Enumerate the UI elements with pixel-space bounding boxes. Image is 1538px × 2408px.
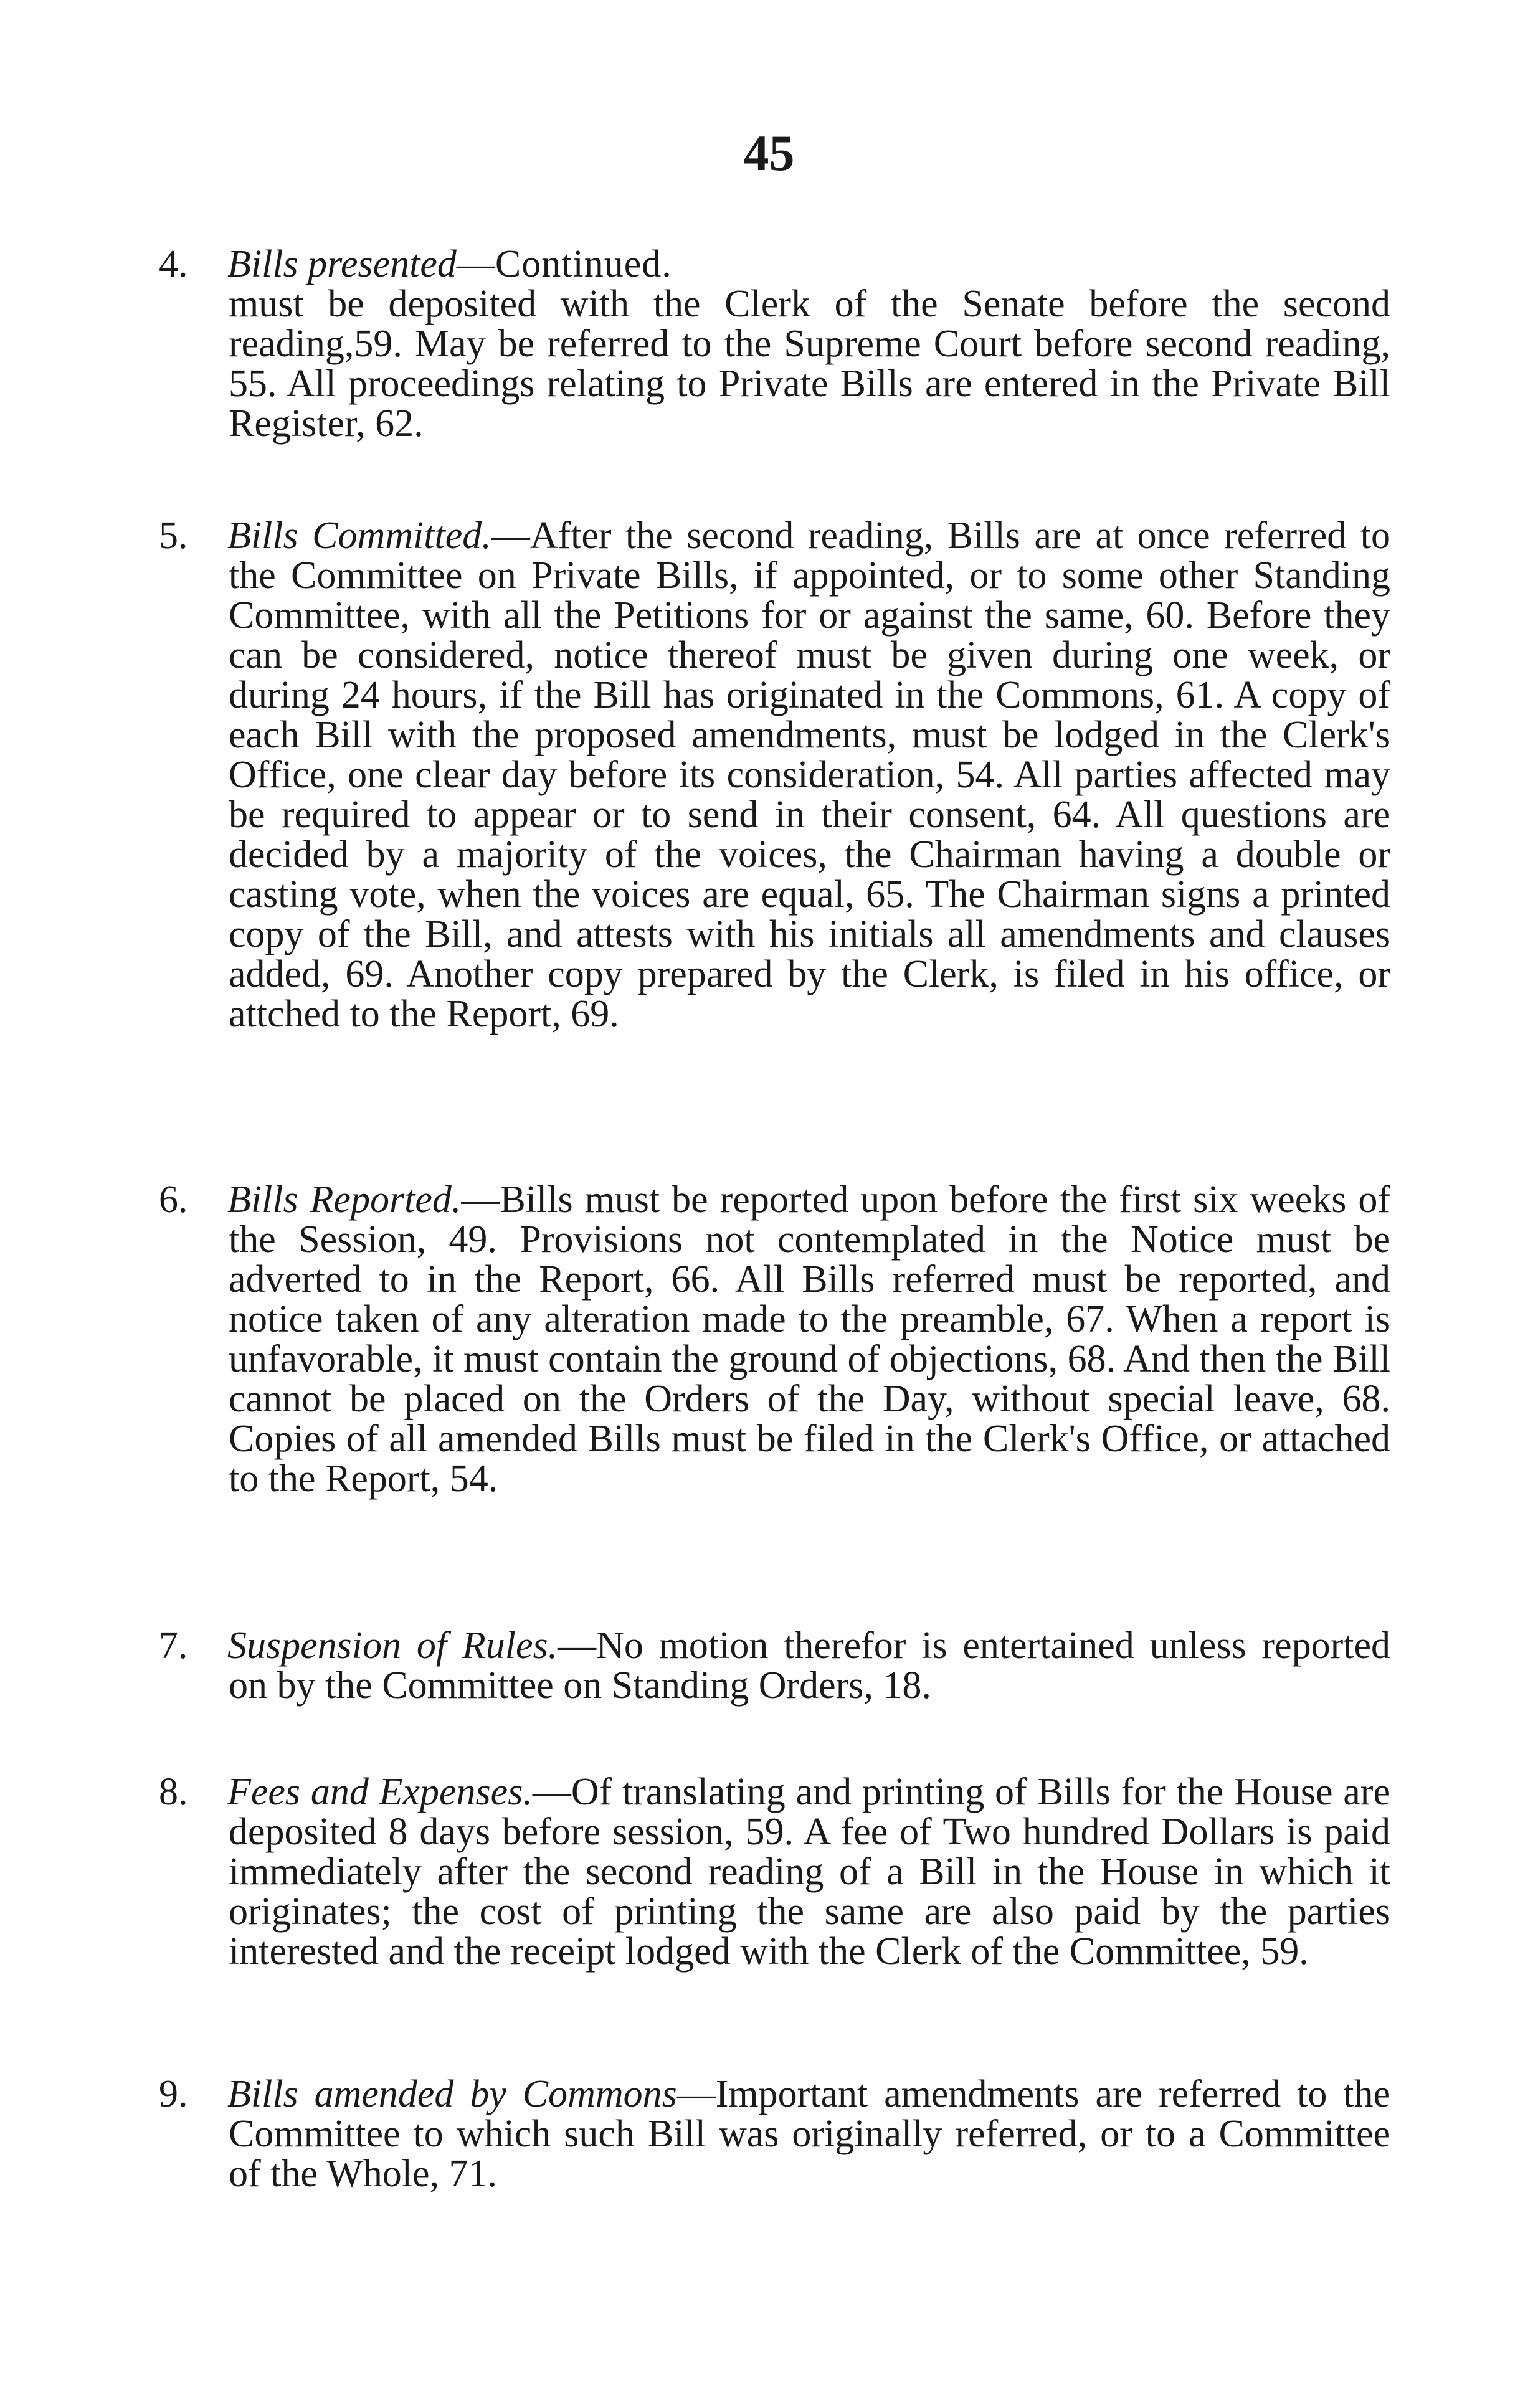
section-number: 9.	[159, 2073, 188, 2115]
section-heading: Bills Reported.	[227, 1178, 462, 1221]
heading-dash: —	[676, 2073, 716, 2115]
section-heading: Bills amended by Commons	[227, 2073, 677, 2115]
section-body: After the second reading, Bills are at once referred to the Committee on Private Bills, if appointed, or to some other Standing Committee, with all the Petitions for or against the same, 60. Before they can be considered, notice thereof must be given during one week, or during 24 hours, if the Bill has originated in the Commons, 61. A copy of each Bill with the proposed amendments, must be lodged in the Clerk's Office, one clear day before its consideration, 54. All parties affected may be required to appear or to send in their consent, 64. All questions are decided by a majority of the voices, the Chairman having a double or casting vote, when the voices are equal, 65. The Chairman signs a printed copy of the Bill, and attests with his initials all amendments and clauses added, 69. Another copy prepared by the Clerk, is filed in his office, or attched to the Report, 69.	[229, 514, 1390, 1035]
heading-dash: —	[456, 243, 495, 285]
section-body: Of translating and printing of Bills for the House are deposited 8 days before session, 59. A fee of Two hundred Dollars is paid immediately after the second reading of a Bill in the House in which it originates; the cost of printing the same are also paid by the parties interested and the receipt lodged with the Clerk of the Committee, 59.	[229, 1771, 1390, 1973]
section-7	[159, 1624, 1390, 1707]
page-number: 45	[743, 125, 795, 181]
section-heading: Bills presented	[227, 243, 457, 285]
section-number: 8.	[159, 1771, 188, 1813]
section-heading: Bills Committed.	[227, 514, 491, 557]
section-heading-suffix: Continued.	[495, 243, 672, 285]
section-heading: Fees and Expenses.	[227, 1771, 533, 1813]
section-9	[159, 2073, 1390, 2195]
section-body: Bills must be reported upon before the first six weeks of the Session, 49. Provisions not contemplated in the Notice must be adverted to in the Report, 66. All Bills referred must be reported, and notice taken of any alteration made to the preamble, 67. When a report is unfavorable, it must contain the ground of objections, 68. And then the Bill cannot be placed on the Orders of the Day, without special leave, 68. Copies of all amended Bills must be filed in the Clerk's Office, or attached to the Report, 54.	[229, 1178, 1390, 1500]
section-5	[159, 514, 1390, 1035]
section-body: Important amendments are referred to the Committee to which such Bill was originally referred, or to a Committee of the Whole, 71.	[229, 2073, 1390, 2195]
section-number: 6.	[159, 1178, 188, 1221]
section-4	[159, 243, 1390, 445]
heading-dash: —	[491, 514, 530, 557]
heading-dash: —	[532, 1771, 571, 1813]
section-number: 5.	[159, 514, 188, 557]
section-number: 7.	[159, 1624, 188, 1667]
heading-dash: —	[461, 1178, 500, 1221]
section-body: must be deposited with the Clerk of the Senate before the second reading,59. May be referred to the Supreme Court before second reading, 55. All proceedings relating to Private Bills are entered in the Private Bill Register, 62.	[229, 283, 1390, 445]
section-8	[159, 1771, 1390, 1973]
heading-dash: —	[558, 1624, 597, 1667]
section-body: No motion therefor is entertained unless reported on by the Committee on Standing Orders, 18.	[229, 1624, 1390, 1707]
section-number: 4.	[159, 243, 188, 285]
section-heading: Suspension of Rules.	[227, 1624, 558, 1667]
section-6	[159, 1178, 1390, 1500]
